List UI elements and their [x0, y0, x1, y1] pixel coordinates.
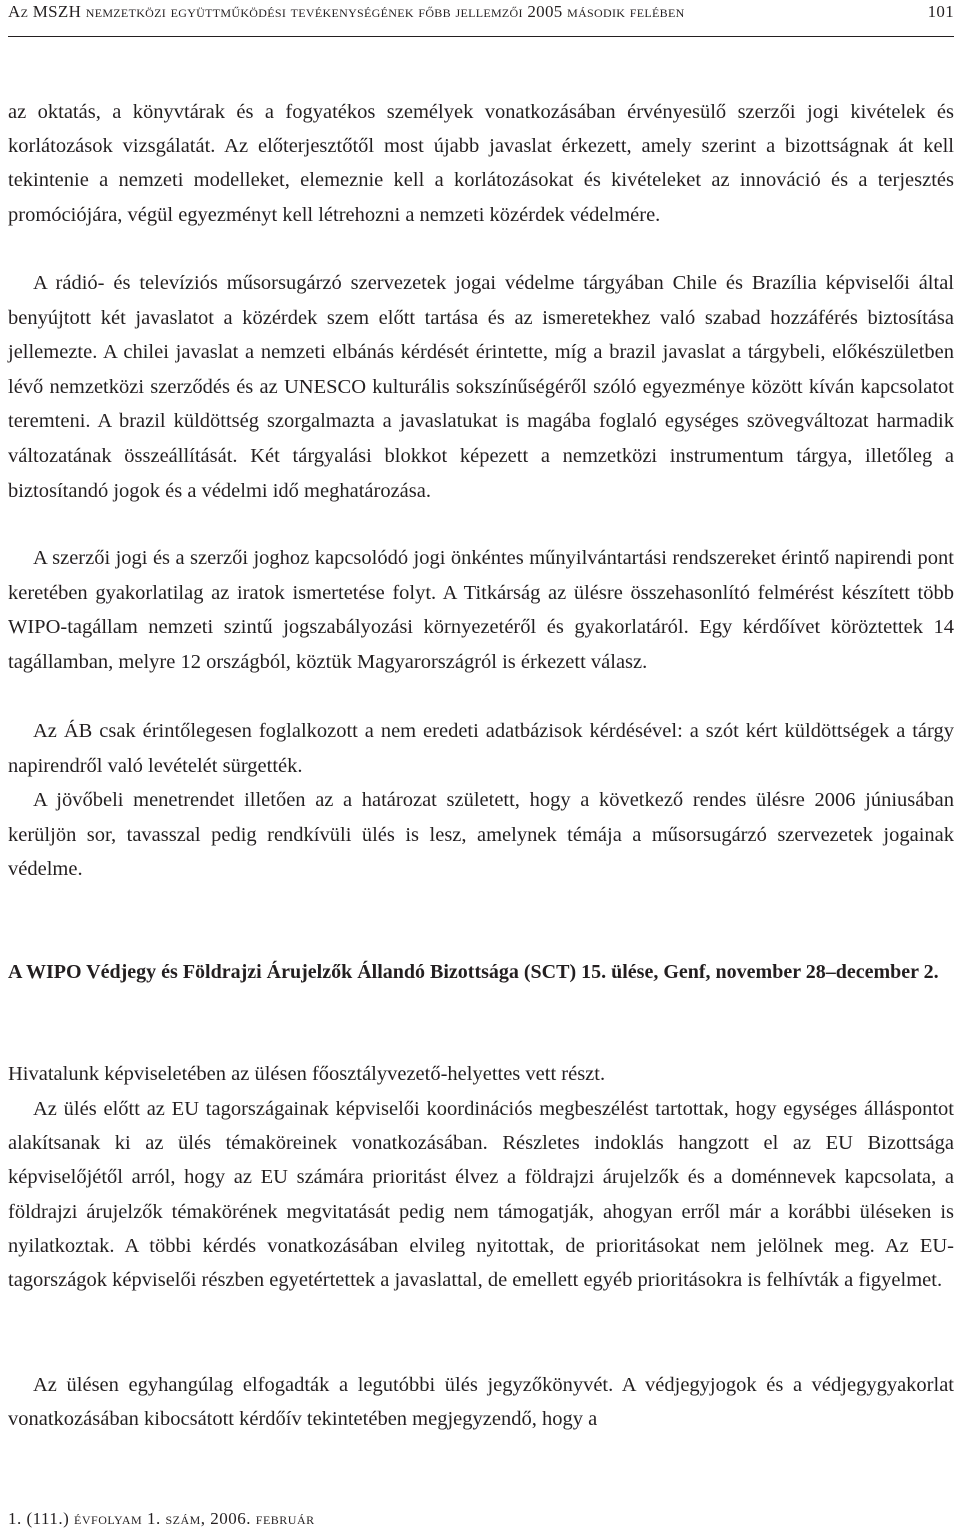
paragraph-continued: az oktatás, a könyvtárak és a fogyatékos személyek vonatkozásában érvényesülő szerzői jogi kivételek és korlátozások vizsgálatát. Az előterjesztőtől most újabb javaslat érkezett, amely szerint a bizottságnak át kell tekintenie a nemzeti modelleket, elemeznie kell a korlátozásokat és kivételeket az innováció és a terjesztés promóciójára, végül egyezményt kell létrehozni a nemzeti közérdek védelmére. — [8, 101, 954, 226]
page-number: 101 — [927, 2, 954, 21]
header-rule — [8, 36, 954, 37]
paragraph-schedule: A jövőbeli menetrendet illetően az a határozat született, hogy a következő rendes ülésre 2006 júniusában kerüljön sor, tavasszal pedig rendkívüli ülés is lesz, amelynek témája a műsorsugárzó szervezetek jogainak védelme. — [8, 789, 954, 881]
paragraph-databases: Az ÁB csak érintőlegesen foglalkozott a nem eredeti adatbázisok kérdésével: a szót kért küldöttségek a tárgy napirendről való levételét sürgették. — [8, 720, 954, 777]
running-header — [8, 2, 954, 28]
section-heading: A WIPO Védjegy és Földrajzi Árujelzők Állandó Bizottsága (SCT) 15. ülése, Genf, november 28–december 2. — [8, 961, 939, 983]
issue-footer: 1. (111.) évfolyam 1. szám, 2006. február — [8, 1509, 315, 1528]
paragraph-registration: A szerzői jogi és a szerzői joghoz kapcsolódó jogi önkéntes műnyilvántartási rendszereket érintő napirendi pont keretében gyakorlatilag az iratok ismertetése folyt. A Titkárság az ülésre összehasonlító felmérést készített több WIPO-tagállam nemzeti szintű jogszabályozási környezetéről és gyakorlatáról. Egy kérdőívet köröztettek 14 tagállamban, melyre 12 országból, köztük Magyarországról is érkezett válasz. — [8, 547, 954, 673]
paragraph-representation: Hivatalunk képviseletében az ülésen főosztályvezető-helyettes vett részt. — [8, 1063, 606, 1085]
paragraph-minutes: Az ülésen egyhangúlag elfogadták a legutóbbi ülés jegyzőkönyvét. A védjegyjogok és a védjegygyakorlat vonatkozásában kibocsátott kérdőív tekintetében megjegyzendő, hogy a — [8, 1374, 954, 1430]
paragraph-eu-coordination: Az ülés előtt az EU tagországainak képviselői koordinációs megbeszélést tartottak, hogy egységes álláspontot alakítsanak ki az ülés témaköreinek vonatkozásában. Részletes indoklás hangzott el az EU Bizottsága képviselőjétől arról, hogy az EU számára prioritást élvez a földrajzi árujelzők és a doménnevek kapcsolata, a földrajzi árujelzők témakörének megvitatását pedig nem támogatják, ahogyan erről már a korábbi üléseken is nyilatkoztak. A többi kérdés vonatkozásában elvileg nyitottak, de prioritásokat nem jelölnek meg. Az EU-tagországok képviselői részben egyetértettek a javaslattal, de emellett egyéb prioritásokra is felhívták a figyelmet. — [8, 1098, 954, 1292]
paragraph-broadcasting: A rádió- és televíziós műsorsugárzó szervezetek jogai védelme tárgyában Chile és Brazília képviselői által benyújtott két javaslatot a közérdek szem előtt tartása és az ismeretekhez való szabad hozzáférés biztosítása jellemezte. A chilei javaslat a nemzeti elbánás kérdését érintette, míg a brazil javaslat a tárgybeli, előkészületben lévő nemzetközi szerződés és az UNESCO kulturális sokszínűségéről szóló egyezménye között kíván kapcsolatot teremteni. A brazil küldöttség szorgalmazta a javaslatukat is magába foglaló egységes szövegváltozat harmadik változatának összeállítását. Két tárgyalási blokkot képezett a nemzetközi instrumentum tárgya, illetőleg a biztosítandó jogok és a védelmi idő meghatározása. — [8, 272, 954, 502]
running-title: Az MSZH nemzetközi együttműködési tevékenységének főbb jellemzői 2005 második felében — [8, 2, 685, 21]
